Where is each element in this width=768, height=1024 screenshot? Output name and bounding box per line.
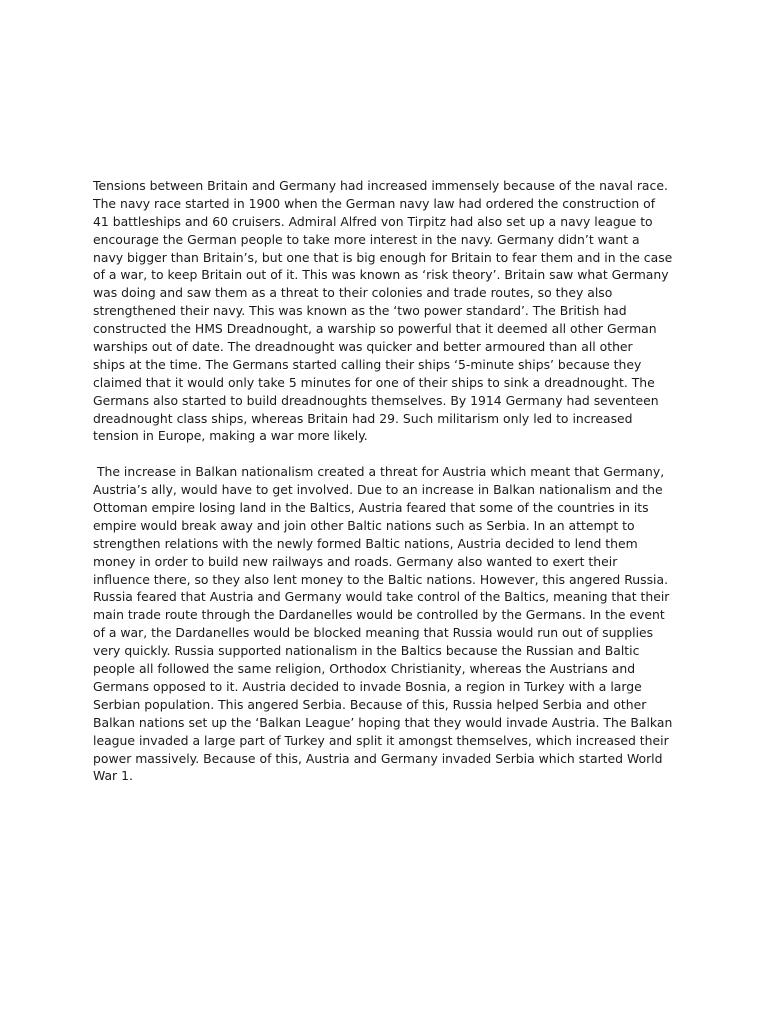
text-line: Tensions between Britain and Germany had increased immensely because of the naval race.	[93, 178, 668, 193]
text-line: Serbian population. This angered Serbia. Because of this, Russia helped Serbia and other	[93, 696, 647, 712]
text-line: empire would break away and join other Baltic nations such as Serbia. In an attempt to	[93, 517, 635, 533]
document-body	[93, 177, 693, 785]
text-line: Germans also started to build dreadnoughts themselves. By 1914 Germany had seventeen	[93, 392, 659, 408]
text-line: was doing and saw them as a threat to their colonies and trade routes, so they also	[93, 285, 613, 301]
text-line: tension in Europe, making a war more likely.	[93, 428, 368, 444]
text-line: The navy race started in 1900 when the German navy law had ordered the construction of	[93, 195, 656, 211]
text-line: dreadnought class ships, whereas Britain had 29. Such militarism only led to increased	[93, 410, 633, 426]
text-line: strengthen relations with the newly formed Baltic nations, Austria decided to lend them	[93, 535, 638, 551]
text-line: league invaded a large part of Turkey and split it amongst themselves, which increased their	[93, 732, 669, 748]
text-line: encourage the German people to take more interest in the navy. Germany didn’t want a	[93, 231, 640, 247]
text-line: power massively. Because of this, Austria and Germany invaded Serbia which started World	[93, 750, 663, 766]
text-line: The increase in Balkan nationalism created a threat for Austria which meant that Germany,	[93, 464, 665, 480]
text-line: navy bigger than Britain’s, but one that is big enough for Britain to fear them and in the case	[93, 249, 673, 265]
text-line: Ottoman empire losing land in the Baltics, Austria feared that some of the countries in its	[93, 500, 649, 516]
text-line: warships out of date. The dreadnought was quicker and better armoured than all other	[93, 339, 633, 355]
text-line: main trade route through the Dardanelles would be controlled by the Germans. In the event	[93, 607, 665, 623]
text-line: War 1.	[93, 768, 133, 784]
text-line: Balkan nations set up the ‘Balkan League’ hoping that they would invade Austria. The Balkan	[93, 714, 673, 730]
text-line: very quickly. Russia supported nationalism in the Baltics because the Russian and Baltic	[93, 643, 640, 659]
paragraph-balkan-nationalism	[93, 463, 693, 785]
text-line: claimed that it would only take 5 minutes for one of their ships to sink a dreadnought. The	[93, 374, 655, 390]
text-line: 41 battleships and 60 cruisers. Admiral Alfred von Tirpitz had also set up a navy league to	[93, 213, 653, 229]
text-line: people all followed the same religion, Orthodox Christianity, whereas the Austrians and	[93, 661, 636, 677]
text-line: of a war, the Dardanelles would be blocked meaning that Russia would run out of supplies	[93, 625, 654, 641]
text-line: Russia feared that Austria and Germany would take control of the Baltics, meaning that their	[93, 589, 670, 605]
paragraph-naval-race	[93, 177, 693, 445]
text-line: Austria’s ally, would have to get involved. Due to an increase in Balkan nationalism and the	[93, 482, 663, 498]
text-line: money in order to build new railways and roads. Germany also wanted to exert their	[93, 553, 618, 569]
text-line: ships at the time. The Germans started calling their ships ‘5-minute ships’ because they	[93, 356, 642, 372]
text-line: influence there, so they also lent money to the Baltic nations. However, this angered Russia.	[93, 571, 669, 587]
text-line: of a war, to keep Britain out of it. This was known as ‘risk theory’. Britain saw what Germany	[93, 267, 669, 283]
text-line: Germans opposed to it. Austria decided to invade Bosnia, a region in Turkey with a large	[93, 678, 642, 694]
text-line: strengthened their navy. This was known as the ‘two power standard’. The British had	[93, 303, 627, 319]
text-line: constructed the HMS Dreadnought, a warship so powerful that it deemed all other German	[93, 321, 657, 337]
